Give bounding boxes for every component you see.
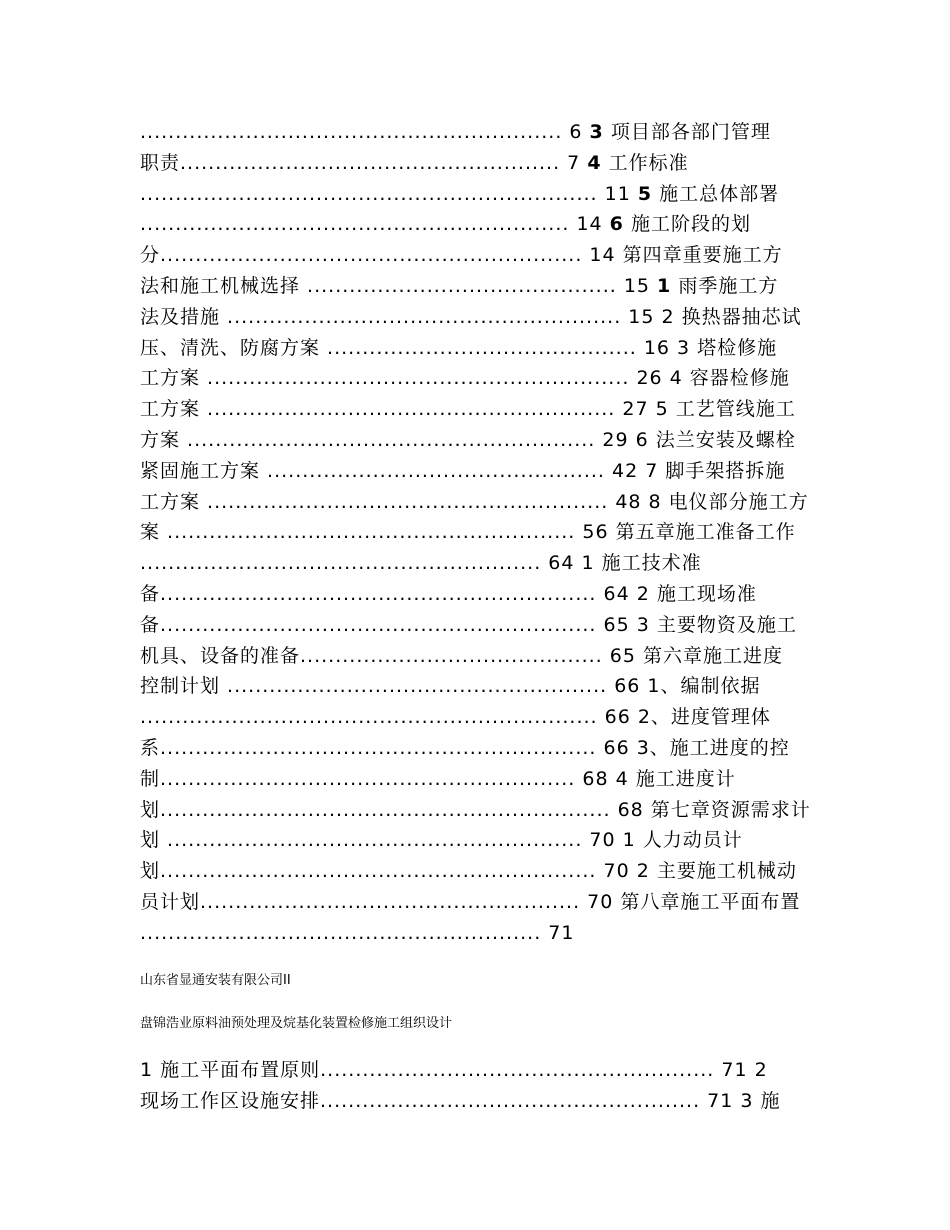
toc-line: ......................................................... 71 [140, 921, 575, 944]
toc-line: 划 ........................................................... 70 1 人力动员计 [140, 829, 743, 852]
toc-line: 控制计划 ...................................................... 66 1、编制依据 [140, 675, 761, 698]
toc-line: 备.............................................................. 65 3 主要物资及施工 [140, 613, 797, 636]
toc-line: 机具、设备的准备........................................... 65 第六章施工进度 [140, 644, 783, 667]
toc-line: 法及措施 ........................................................ 15 2 换热器抽芯试 [140, 305, 802, 328]
toc-line: 划................................................................ 68 第七章资源需求计 [140, 798, 811, 821]
toc-line: 案 .......................................................... 56 第五章施工准备工作 [140, 521, 796, 544]
toc-line: ............................................................ 6 3 项目部各部门管理 [140, 121, 771, 143]
footer-company-name: 山东省显通安装有限公司II [140, 973, 291, 988]
toc-line: 员计划...................................................... 70 第八章施工平面布置 [140, 891, 801, 913]
toc-line: 分............................................................ 14 第四章重要施工方 [140, 244, 783, 267]
toc-line: 划.............................................................. 70 2 主要施工机械动 [140, 860, 797, 883]
toc-line: 工方案 .......................................................... 27 5 工艺管线施工 [140, 398, 796, 421]
toc-line: 1 施工平面布置原则........................................................ 71 2 [140, 1059, 768, 1081]
toc-line: 现场工作区设施安排...................................................... 71 3 施 [140, 1089, 781, 1112]
toc-line: 紧固施工方案 ................................................ 42 7 脚手架搭拆施 [140, 459, 786, 482]
document-header-title: 盘锦浩业原料油预处理及烷基化装置检修施工组织设计 [140, 1016, 453, 1031]
toc-line: 方案 .......................................................... 29 6 法兰安装及螺栓 [140, 429, 796, 451]
toc-line: 工方案 ......................................................... 48 8 电仪部分施工方 [140, 490, 809, 513]
toc-line: 法和施工机械选择 ............................................ 15 1 雨季施工方 [140, 275, 779, 297]
toc-line: ............................................................. 14 6 施工阶段的划 [140, 213, 751, 236]
toc-line: 制........................................................... 68 4 施工进度计 [140, 767, 736, 790]
toc-line: 系.............................................................. 66 3、施工进度的控 [140, 737, 790, 759]
toc-line: 职责...................................................... 7 4 工作标准 [140, 151, 689, 174]
toc-line: ................................................................. 66 2、进度管理体 [140, 706, 771, 729]
toc-line: 工方案 ............................................................ 26 4 容器检修施 [140, 367, 790, 390]
toc-line: 备.............................................................. 64 2 施工现场准 [140, 583, 757, 605]
toc-line: 压、清洗、防腐方案 ............................................ 16 3 塔检修施 [140, 336, 778, 359]
toc-line: ................................................................. 11 5 施工总体部署 [140, 182, 780, 205]
toc-line: ......................................................... 64 1 施工技术准 [140, 552, 702, 575]
